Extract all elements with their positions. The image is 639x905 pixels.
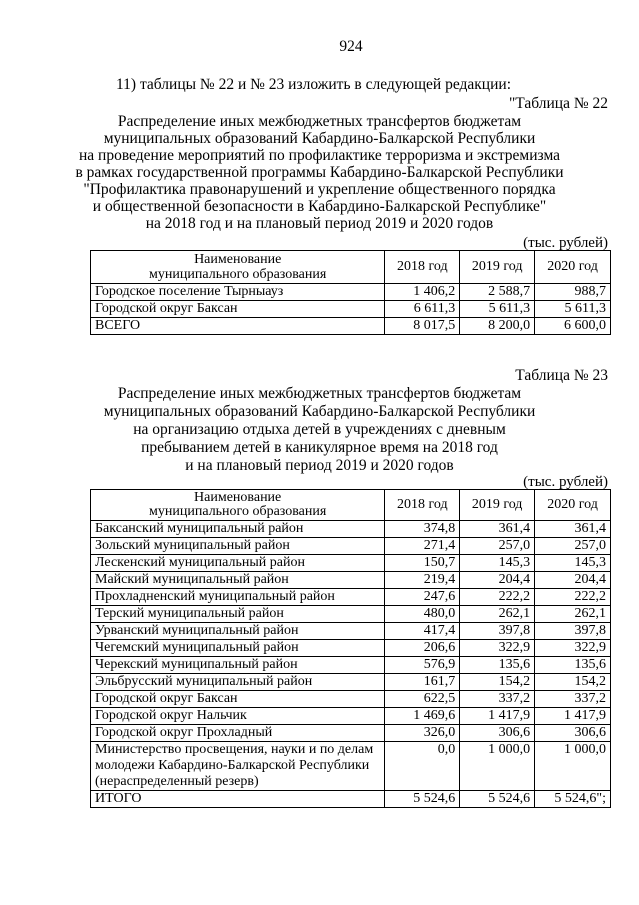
row-2020: 145,3 xyxy=(535,555,611,572)
row-name: ВСЕГО xyxy=(91,318,385,335)
row-2019: 306,6 xyxy=(460,725,535,742)
row-2018: 1 469,6 xyxy=(385,708,460,725)
table22-title-line: муниципальных образований Кабардино-Балкарской Республики xyxy=(103,130,536,147)
row-name-ministry xyxy=(91,742,385,791)
table23-header-2018: 2018 год xyxy=(385,490,460,521)
row-2018: 622,5 xyxy=(385,691,460,708)
row-2019: 154,2 xyxy=(460,674,535,691)
row-2018: 161,7 xyxy=(385,674,460,691)
table-row-total xyxy=(91,791,611,808)
row-name: Лескенский муниципальный район xyxy=(91,555,385,572)
row-name: Городской округ Баксан xyxy=(91,691,385,708)
header-name-line: Наименование xyxy=(194,490,282,505)
table-row xyxy=(91,301,611,318)
row-2020: 262,1 xyxy=(535,606,611,623)
table22-header-name xyxy=(91,251,385,284)
table-row xyxy=(91,708,611,725)
row-2019: 2 588,7 xyxy=(460,284,535,301)
row-name: ИТОГО xyxy=(91,791,385,808)
table22-header-row xyxy=(91,251,611,284)
intro-text: 11) таблицы № 22 и № 23 изложить в следующей редакции: xyxy=(116,76,512,93)
row-name: Баксанский муниципальный район xyxy=(91,521,385,538)
row-2020: 5 611,3 xyxy=(535,301,611,318)
table-row xyxy=(91,538,611,555)
row-name: Зольский муниципальный район xyxy=(91,538,385,555)
table-row xyxy=(91,691,611,708)
row-name: Эльбрусский муниципальный район xyxy=(91,674,385,691)
table23-header-row xyxy=(91,490,611,521)
row-2018: 1 406,2 xyxy=(385,284,460,301)
row-2020: 397,8 xyxy=(535,623,611,640)
table23-title-line: муниципальных образований Кабардино-Балкарской Республики xyxy=(103,403,536,420)
row-2019: 135,6 xyxy=(460,657,535,674)
row-2019: 5 524,6 xyxy=(460,791,535,808)
table-row xyxy=(91,606,611,623)
header-name-line: муниципального образования xyxy=(149,267,327,282)
table22-title-line: "Профилактика правонарушений и укрепление общественного порядка xyxy=(83,181,556,198)
row-2019: 145,3 xyxy=(460,555,535,572)
row-2020: 222,2 xyxy=(535,589,611,606)
row-2019: 8 200,0 xyxy=(460,318,535,335)
table-row xyxy=(91,555,611,572)
row-2020: 6 600,0 xyxy=(535,318,611,335)
table23-header-name xyxy=(91,490,385,521)
ministry-line: молодежи Кабардино-Балкарской Республики xyxy=(95,758,370,773)
table-row-ministry xyxy=(91,742,611,791)
table22-title-line: в рамках государственной программы Кабардино-Балкарской Республики xyxy=(75,164,564,181)
table-row xyxy=(91,572,611,589)
row-2020: 1 417,9 xyxy=(535,708,611,725)
table23 xyxy=(90,489,611,808)
ministry-line: Министерство просвещения, науки и по делам xyxy=(95,742,374,757)
row-2020: 5 524,6"; xyxy=(535,791,611,808)
ministry-line: (нераспределенный резерв) xyxy=(95,774,259,789)
table23-header-2020: 2020 год xyxy=(535,490,611,521)
row-name: Черекский муниципальный район xyxy=(91,657,385,674)
table22-title-line: Распределение иных межбюджетных трансфертов бюджетам xyxy=(117,113,522,130)
row-2020: 361,4 xyxy=(535,521,611,538)
row-2018: 271,4 xyxy=(385,538,460,555)
row-name: Городской округ Прохладный xyxy=(91,725,385,742)
row-name: Городской округ Баксан xyxy=(91,301,385,318)
table23-header-2019: 2019 год xyxy=(460,490,535,521)
table-row xyxy=(91,657,611,674)
row-name: Урванский муниципальный район xyxy=(91,623,385,640)
row-name: Майский муниципальный район xyxy=(91,572,385,589)
table-row xyxy=(91,640,611,657)
table22-title-line: на проведение мероприятий по профилактике терроризма и экстремизма xyxy=(78,147,561,164)
table23-title-line: Распределение иных межбюджетных трансфертов бюджетам xyxy=(117,385,522,402)
row-2018: 0,0 xyxy=(385,742,460,791)
table22-label: "Таблица № 22 xyxy=(508,95,608,112)
row-2018: 206,6 xyxy=(385,640,460,657)
table22 xyxy=(90,250,611,335)
table23-title-line: и на плановый период 2019 и 2020 годов xyxy=(185,457,454,474)
row-2018: 576,9 xyxy=(385,657,460,674)
page-number: 924 xyxy=(339,38,363,55)
row-2020: 988,7 xyxy=(535,284,611,301)
row-2019: 1 000,0 xyxy=(460,742,535,791)
table22-units: (тыс. рублей) xyxy=(523,235,608,251)
table-row xyxy=(91,623,611,640)
row-2020: 337,2 xyxy=(535,691,611,708)
row-2018: 480,0 xyxy=(385,606,460,623)
row-name: Городское поселение Тырныауз xyxy=(91,284,385,301)
row-2018: 5 524,6 xyxy=(385,791,460,808)
row-2018: 247,6 xyxy=(385,589,460,606)
row-2020: 204,4 xyxy=(535,572,611,589)
row-2018: 150,7 xyxy=(385,555,460,572)
row-2019: 257,0 xyxy=(460,538,535,555)
header-name-line: Наименование xyxy=(194,252,282,267)
table-row xyxy=(91,589,611,606)
header-name-line: муниципального образования xyxy=(149,504,327,519)
table-row xyxy=(91,674,611,691)
table22-title-line: на 2018 год и на плановый период 2019 и 2020 годов xyxy=(145,215,494,232)
row-2019: 397,8 xyxy=(460,623,535,640)
row-2018: 417,4 xyxy=(385,623,460,640)
row-2018: 219,4 xyxy=(385,572,460,589)
row-2020: 154,2 xyxy=(535,674,611,691)
row-2019: 204,4 xyxy=(460,572,535,589)
table23-units: (тыс. рублей) xyxy=(523,474,608,490)
row-2020: 135,6 xyxy=(535,657,611,674)
row-2018: 326,0 xyxy=(385,725,460,742)
row-2018: 8 017,5 xyxy=(385,318,460,335)
row-2019: 1 417,9 xyxy=(460,708,535,725)
row-2018: 6 611,3 xyxy=(385,301,460,318)
table22-header-2018: 2018 год xyxy=(385,251,460,284)
row-2020: 322,9 xyxy=(535,640,611,657)
table22-header-2019: 2019 год xyxy=(460,251,535,284)
row-2019: 5 611,3 xyxy=(460,301,535,318)
table-row xyxy=(91,725,611,742)
row-2019: 262,1 xyxy=(460,606,535,623)
table23-title-line: пребыванием детей в каникулярное время на 2018 год xyxy=(141,439,498,456)
table22-title-line: и общественной безопасности в Кабардино-Балкарской Республике" xyxy=(92,198,547,215)
table-row xyxy=(91,284,611,301)
row-2019: 361,4 xyxy=(460,521,535,538)
row-2019: 322,9 xyxy=(460,640,535,657)
table-row-total xyxy=(91,318,611,335)
row-name: Прохладненский муниципальный район xyxy=(91,589,385,606)
row-name: Терский муниципальный район xyxy=(91,606,385,623)
row-2020: 1 000,0 xyxy=(535,742,611,791)
table23-label: Таблица № 23 xyxy=(515,367,608,384)
row-2018: 374,8 xyxy=(385,521,460,538)
table22-header-2020: 2020 год xyxy=(535,251,611,284)
row-name: Городской округ Нальчик xyxy=(91,708,385,725)
row-2020: 306,6 xyxy=(535,725,611,742)
row-name: Чегемский муниципальный район xyxy=(91,640,385,657)
table23-title-line: на организацию отдыха детей в учреждениях с дневным xyxy=(133,421,506,438)
row-2019: 222,2 xyxy=(460,589,535,606)
row-2019: 337,2 xyxy=(460,691,535,708)
row-2020: 257,0 xyxy=(535,538,611,555)
table-row xyxy=(91,521,611,538)
